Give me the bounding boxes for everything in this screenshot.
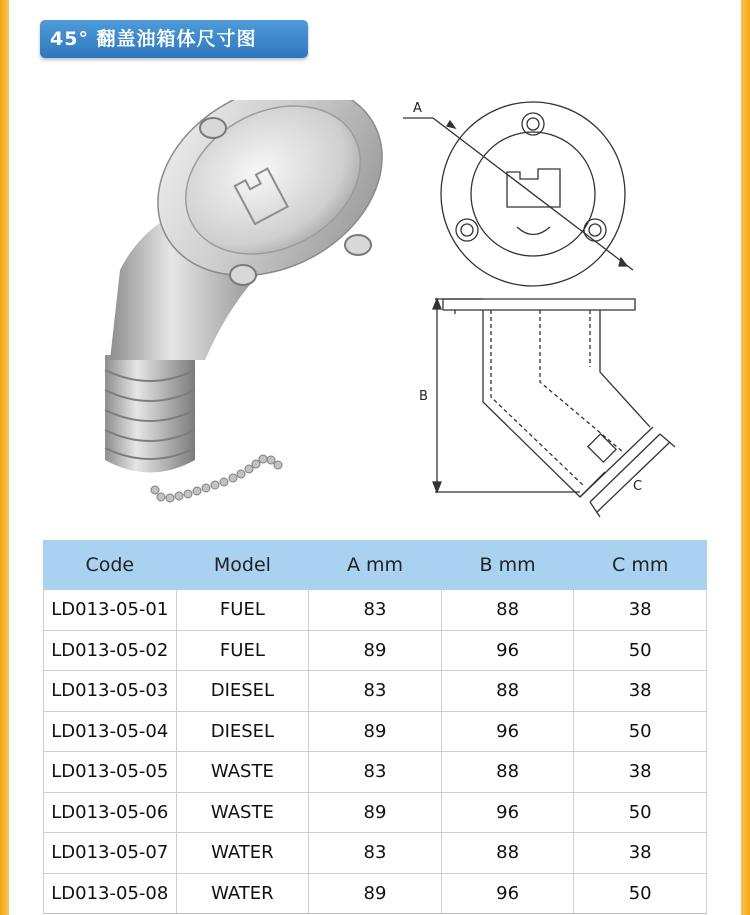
cell-model: WASTE bbox=[176, 792, 309, 833]
cell-c: 50 bbox=[574, 792, 707, 833]
cell-c: 50 bbox=[574, 630, 707, 671]
cell-code: LD013-05-02 bbox=[44, 630, 177, 671]
cell-code: LD013-05-07 bbox=[44, 833, 177, 874]
cell-c: 38 bbox=[574, 833, 707, 874]
cell-c: 38 bbox=[574, 752, 707, 793]
cell-a: 89 bbox=[309, 711, 442, 752]
cell-c: 38 bbox=[574, 671, 707, 712]
cell-model: FUEL bbox=[176, 590, 309, 631]
cell-code: LD013-05-01 bbox=[44, 590, 177, 631]
label-c: C bbox=[633, 479, 643, 494]
dimension-drawing bbox=[395, 92, 695, 527]
cell-c: 38 bbox=[574, 590, 707, 631]
table-row bbox=[44, 792, 707, 833]
cell-model: WASTE bbox=[176, 752, 309, 793]
table-row bbox=[44, 752, 707, 793]
cell-a: 89 bbox=[309, 792, 442, 833]
cell-b: 88 bbox=[441, 671, 574, 712]
cell-code: LD013-05-06 bbox=[44, 792, 177, 833]
table-row bbox=[44, 873, 707, 914]
product-photo bbox=[95, 100, 395, 530]
cell-model: DIESEL bbox=[176, 671, 309, 712]
header-a: A mm bbox=[309, 541, 442, 590]
table-row bbox=[44, 630, 707, 671]
right-accent-bar bbox=[741, 0, 750, 915]
lid-notch bbox=[507, 169, 560, 207]
cell-b: 88 bbox=[441, 833, 574, 874]
header-code: Code bbox=[44, 541, 177, 590]
cell-b: 96 bbox=[441, 630, 574, 671]
cell-model: WATER bbox=[176, 833, 309, 874]
table-row bbox=[44, 711, 707, 752]
header-model: Model bbox=[176, 541, 309, 590]
cell-a: 83 bbox=[309, 752, 442, 793]
cell-model: FUEL bbox=[176, 630, 309, 671]
cell-b: 96 bbox=[441, 792, 574, 833]
cell-model: DIESEL bbox=[176, 711, 309, 752]
cell-a: 89 bbox=[309, 630, 442, 671]
cell-b: 96 bbox=[441, 873, 574, 914]
page-title: 45° 翻盖油箱体尺寸图 bbox=[40, 20, 308, 58]
cell-c: 50 bbox=[574, 873, 707, 914]
table-row bbox=[44, 671, 707, 712]
cell-a: 83 bbox=[309, 590, 442, 631]
cell-a: 89 bbox=[309, 873, 442, 914]
cell-b: 96 bbox=[441, 711, 574, 752]
cell-code: LD013-05-05 bbox=[44, 752, 177, 793]
table-row bbox=[44, 590, 707, 631]
cell-b: 88 bbox=[441, 752, 574, 793]
cell-code: LD013-05-04 bbox=[44, 711, 177, 752]
cell-a: 83 bbox=[309, 671, 442, 712]
label-a: A bbox=[413, 101, 422, 116]
cell-c: 50 bbox=[574, 711, 707, 752]
left-accent-bar bbox=[0, 0, 9, 915]
table-row bbox=[44, 833, 707, 874]
cell-a: 83 bbox=[309, 833, 442, 874]
header-c: C mm bbox=[574, 541, 707, 590]
table-header-row bbox=[44, 541, 707, 590]
cell-code: LD013-05-08 bbox=[44, 873, 177, 914]
label-b: B bbox=[419, 389, 428, 404]
cell-code: LD013-05-03 bbox=[44, 671, 177, 712]
cell-model: WATER bbox=[176, 873, 309, 914]
spec-table bbox=[43, 540, 707, 914]
cell-b: 88 bbox=[441, 590, 574, 631]
header-b: B mm bbox=[441, 541, 574, 590]
